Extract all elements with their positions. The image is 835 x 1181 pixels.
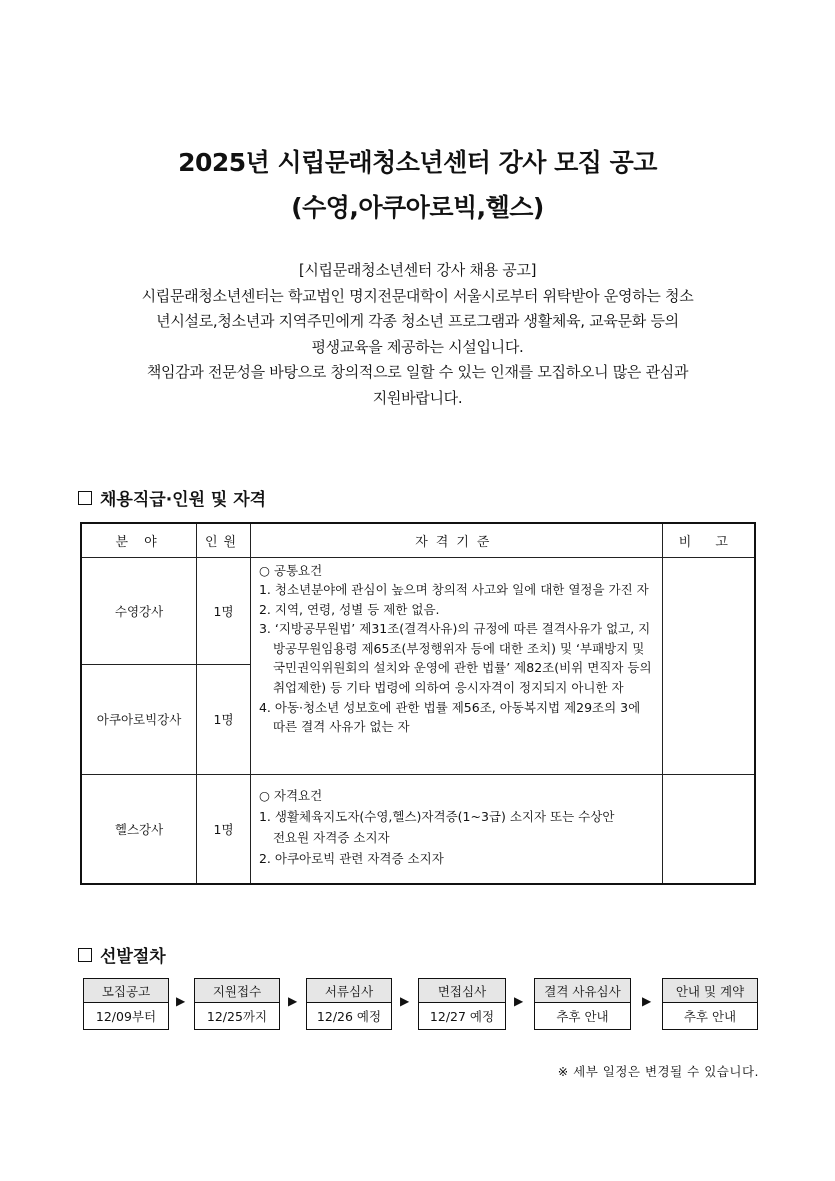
section-title: 채용직급·인원 및 자격 <box>100 490 267 510</box>
schedule-note: ※ 세부 일정은 변경될 수 있습니다. <box>557 1064 759 1079</box>
header-remarks: 비 고 <box>662 523 755 557</box>
arrow-right-icon: ▶ <box>642 994 652 1008</box>
process-step <box>83 978 169 1030</box>
step-name: 지원접수 <box>195 979 279 1003</box>
intro-line: 지원바랍니다. <box>372 388 463 407</box>
arrow-right-icon: ▶ <box>176 994 186 1008</box>
process-step <box>534 978 631 1030</box>
field-cell: 아쿠아로빅강사 <box>81 664 197 774</box>
qualification-criteria-cell <box>250 774 662 884</box>
section-title: 선발절차 <box>100 947 166 967</box>
checkbox-square-icon <box>78 948 92 962</box>
criteria-item: 2. 아쿠아로빅 관련 자격증 소지자 <box>258 850 444 866</box>
arrow-right-icon: ▶ <box>288 994 298 1008</box>
section-heading-process <box>78 942 166 967</box>
header-field: 분 야 <box>81 523 197 557</box>
criteria-item: 3. ‘지방공무원법’ 제31조(결격사유)의 규정에 따른 결격사유가 없고, 지방공무원임용령 제65조(부정행위자 등에 대한 조치) 및 ‘부패방지 및 국민권익위원회의 설치와 운영에 관한 법률’ 제82조(비위 면직자 등의 취업제한) 등 기타 법령에 의하여 응시자격이 정지되지 아니한 자 <box>258 621 652 696</box>
intro-line: 시립문래청소년센터는 학교법인 명지전문대학이 서울시로부터 위탁받아 운영하는 청소 <box>141 286 694 305</box>
count-cell: 1명 <box>197 557 251 664</box>
criteria-item: 2. 지역, 연령, 성별 등 제한 없음. <box>258 601 440 617</box>
common-criteria-cell <box>250 557 662 774</box>
checkbox-square-icon <box>78 491 92 505</box>
intro-text <box>70 258 765 411</box>
qualification-heading: ○ 자격요건 <box>258 787 323 803</box>
section-heading-positions <box>78 485 266 510</box>
step-date: 추후 안내 <box>535 1003 630 1029</box>
criteria-item: 4. 아동·청소년 성보호에 관한 법률 제56조, 아동복지법 제29조의 3에 따른 결격 사유가 없는 자 <box>258 699 641 735</box>
step-name: 결격 사유심사 <box>535 979 630 1003</box>
criteria-item: 1. 생활체육지도자(수영,헬스)자격증(1~3급) 소지자 또는 수상안전요원 자격증 소지자 <box>258 808 615 845</box>
arrow-right-icon: ▶ <box>400 994 410 1008</box>
criteria-item: 1. 청소년분야에 관심이 높으며 창의적 사고와 일에 대한 열정을 가진 자 <box>258 582 649 598</box>
count-cell: 1명 <box>197 664 251 774</box>
step-date: 12/09부터 <box>84 1003 168 1029</box>
process-step <box>418 978 506 1030</box>
remarks-cell <box>662 557 755 774</box>
intro-heading: [시립문래청소년센터 강사 채용 공고] <box>298 261 537 279</box>
arrow-right-icon: ▶ <box>514 994 524 1008</box>
process-step <box>306 978 392 1030</box>
process-step <box>662 978 758 1030</box>
requirements-table <box>80 522 756 885</box>
table-row <box>81 557 755 664</box>
field-cell: 헬스강사 <box>81 774 197 884</box>
intro-line: 책임감과 전문성을 바탕으로 창의적으로 일할 수 있는 인재를 모집하오니 많은 관심과 <box>146 363 689 381</box>
header-count: 인원 <box>197 523 251 557</box>
step-name: 서류심사 <box>307 979 391 1003</box>
count-cell: 1명 <box>197 774 251 884</box>
step-date: 12/25까지 <box>195 1003 279 1029</box>
table-header-row <box>81 523 755 557</box>
step-name: 모집공고 <box>84 979 168 1003</box>
step-name: 안내 및 계약 <box>663 979 757 1003</box>
page-subtitle: (수영,아쿠아로빅,헬스) <box>291 193 544 222</box>
intro-line: 년시설로,청소년과 지역주민에게 각종 청소년 프로그램과 생활체육, 교육문화 등의 <box>156 312 679 330</box>
step-date: 추후 안내 <box>663 1003 757 1029</box>
header-criteria: 자격기준 <box>250 523 662 557</box>
intro-line: 평생교육을 제공하는 시설입니다. <box>311 337 524 356</box>
field-cell: 수영강사 <box>81 557 197 664</box>
process-step <box>194 978 280 1030</box>
remarks-cell <box>662 774 755 884</box>
page-title: 2025년 시립문래청소년센터 강사 모집 공고 <box>178 148 657 177</box>
step-date: 12/26 예정 <box>307 1003 391 1029</box>
step-date: 12/27 예정 <box>419 1003 505 1029</box>
step-name: 면접심사 <box>419 979 505 1003</box>
table-row <box>81 774 755 884</box>
common-heading: ○ 공통요건 <box>258 562 323 578</box>
